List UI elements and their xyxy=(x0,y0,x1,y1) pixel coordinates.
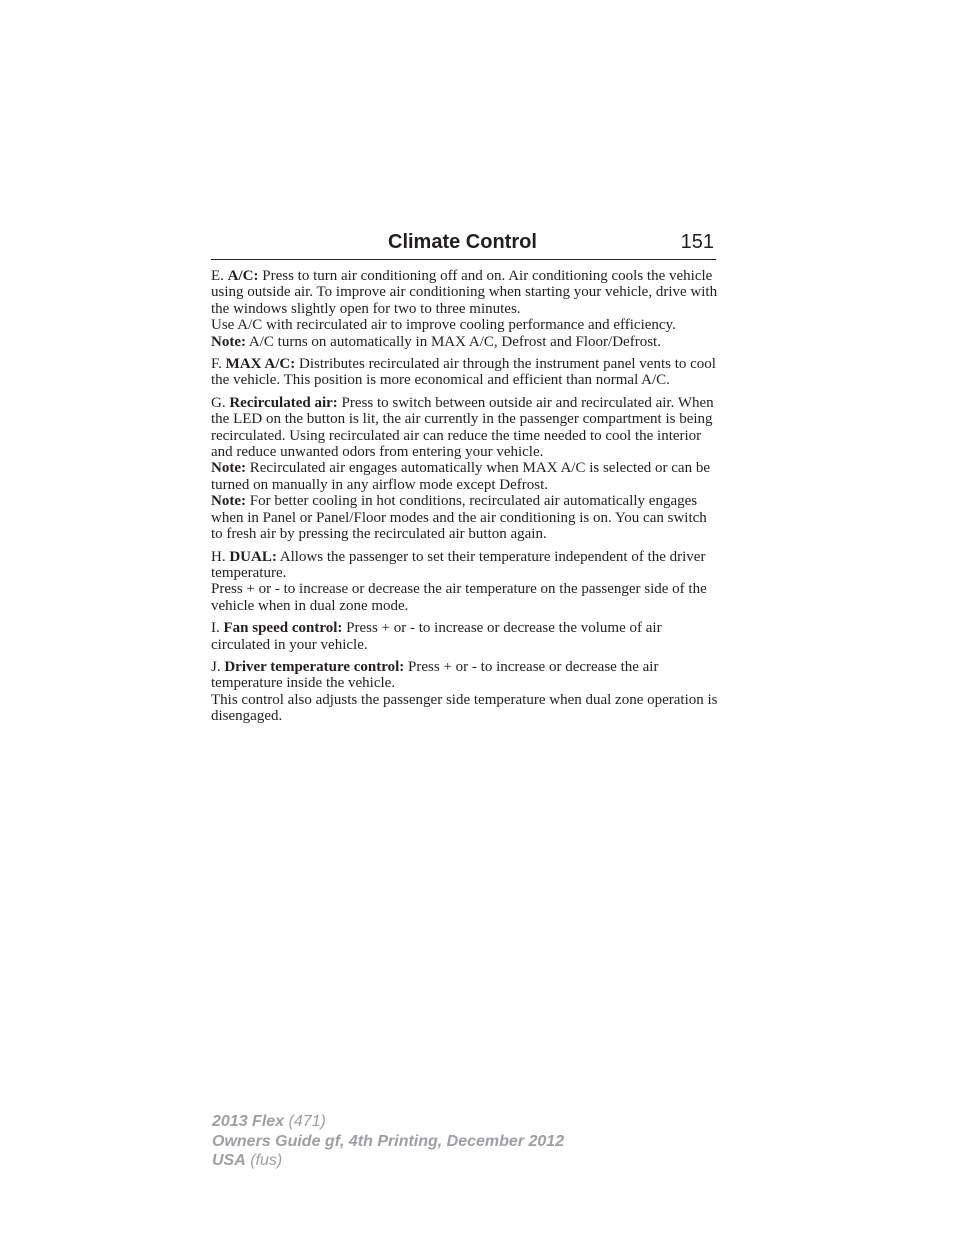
item-h-label: DUAL: xyxy=(229,548,277,565)
footer-guide-info: Owners Guide gf, 4th Printing, December 2012 xyxy=(212,1132,565,1150)
item-g-label: Recirculated air: xyxy=(229,394,338,411)
item-i-label: Fan speed control: xyxy=(223,620,343,637)
item-e-note-text: A/C turns on automatically in MAX A/C, Defrost and Floor/Defrost. xyxy=(245,333,661,350)
item-f-prefix: F. xyxy=(211,356,226,373)
item-i-text: Press + or - to increase or decrease the volume of air circulated in your vehicle. xyxy=(211,620,662,653)
item-e-label: A/C: xyxy=(227,268,259,284)
item-h-paragraph-2: Press + or - to increase or decrease the air temperature on the passenger side of the vehicle when in dual zone mode. xyxy=(211,581,707,614)
item-e-prefix: E. xyxy=(211,268,228,284)
page-content xyxy=(211,268,721,725)
item-h-text: Allows the passenger to set their temperature independent of the driver temperature. xyxy=(211,548,706,581)
item-j-prefix: J. xyxy=(211,658,225,675)
item-j-paragraph-2: This control also adjusts the passenger side temperature when dual zone operation is disengaged. xyxy=(211,691,718,725)
footer-market-code: (fus) xyxy=(245,1152,283,1169)
footer-line-3 xyxy=(212,1151,564,1171)
page-footer xyxy=(212,1112,564,1171)
item-h-prefix: H. xyxy=(211,548,230,565)
footer-model: 2013 Flex xyxy=(212,1113,285,1130)
item-g-paragraph xyxy=(211,395,721,461)
item-j-text: Press + or - to increase or decrease the air temperature inside the vehicle. xyxy=(211,658,659,692)
item-e-note xyxy=(211,334,721,350)
footer-line-1 xyxy=(212,1112,564,1132)
item-f-paragraph xyxy=(211,356,721,389)
item-e-paragraph-2: Use A/C with recirculated air to improve cooling performance and efficiency. xyxy=(211,317,676,334)
item-e-note-label: Note: xyxy=(211,333,246,350)
item-j-label: Driver temperature control: xyxy=(224,658,405,675)
item-f-label: MAX A/C: xyxy=(225,356,296,373)
footer-market: USA xyxy=(212,1152,246,1169)
item-g-note-2-label: Note: xyxy=(211,493,246,510)
item-e-paragraph xyxy=(211,268,721,317)
item-g-prefix: G. xyxy=(211,394,230,411)
item-g-note-2 xyxy=(211,493,721,542)
item-g-note-1-label: Note: xyxy=(211,460,246,477)
footer-line-2 xyxy=(212,1132,564,1152)
footer-model-code: (471) xyxy=(284,1113,326,1130)
item-j-paragraph xyxy=(211,659,721,692)
section-title: Climate Control xyxy=(388,231,537,253)
item-i-paragraph xyxy=(211,620,721,653)
page-header xyxy=(211,229,716,260)
item-g-note-2-text: For better cooling in hot conditions, recirculated air automatically engages when in Panel or Panel/Floor modes and the air conditioning is on. You can switch to fresh air by pressing the recirculated air button again. xyxy=(211,493,707,543)
item-i-prefix: I. xyxy=(211,620,224,637)
item-g-text: Press to switch between outside air and recirculated air. When the LED on the button is lit, the air currently in the passenger compartment is being recirculated. Using recirculated air can reduce the time needed to cool the interior and reduce unwanted odors from entering your vehicle. xyxy=(211,394,714,461)
item-h-paragraph xyxy=(211,549,721,582)
item-f-text: Distributes recirculated air through the instrument panel vents to cool the vehicle. This position is more economical and efficient than normal A/C. xyxy=(211,356,716,389)
item-g-note-1 xyxy=(211,460,721,493)
item-g-note-1-text: Recirculated air engages automatically when MAX A/C is selected or can be turned on manually in any airflow mode except Defrost. xyxy=(211,460,710,493)
item-e-text: Press to turn air conditioning off and on. Air conditioning cools the vehicle using outside air. To improve air conditioning when starting your vehicle, drive with the windows slightly open for two to three minutes. xyxy=(211,268,718,317)
page-number: 151 xyxy=(680,231,714,253)
